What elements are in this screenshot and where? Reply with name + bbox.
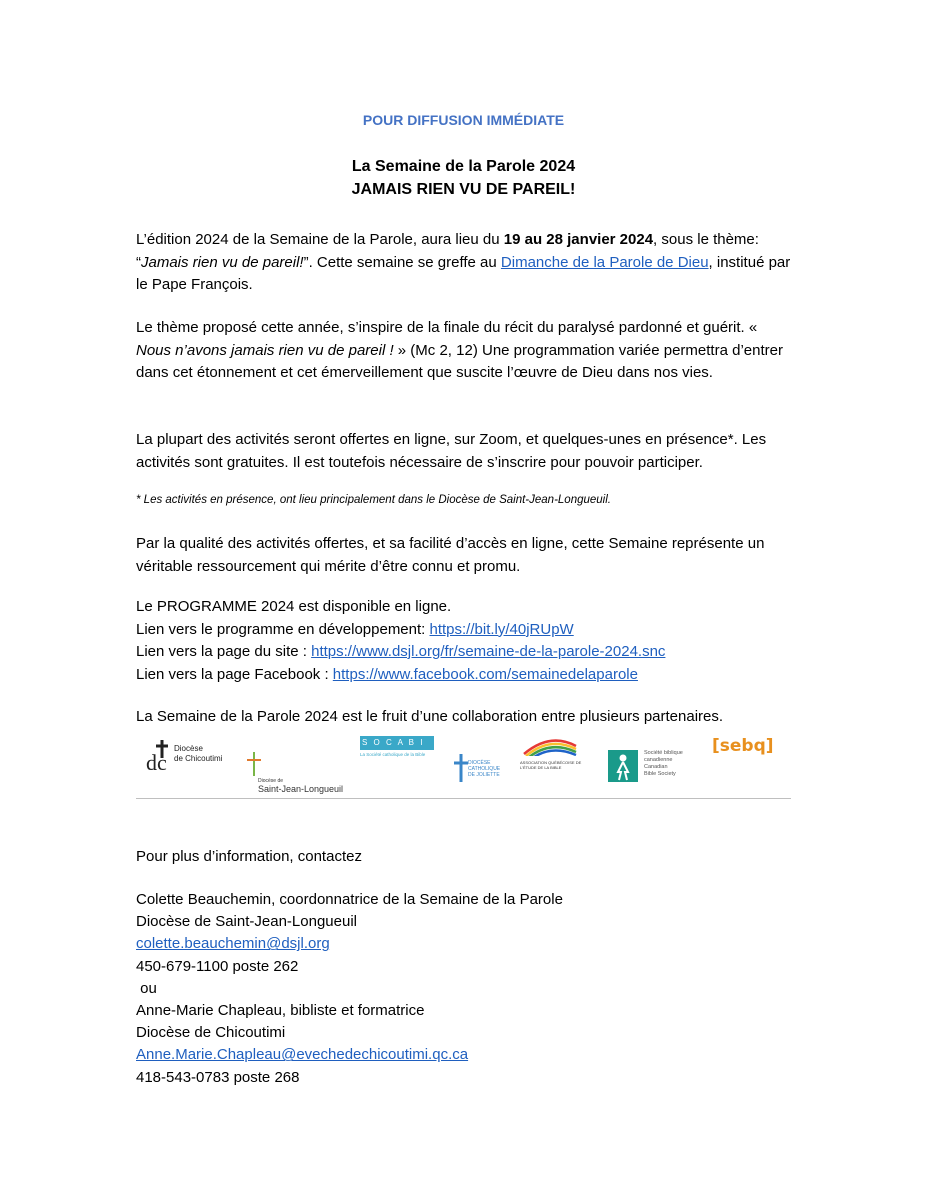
facebook-link[interactable]: https://www.facebook.com/semainedelaparole: [332, 665, 638, 683]
release-kicker: POUR DIFFUSION IMMÉDIATE: [362, 112, 565, 128]
logo-canadian-bible-society: Société biblique canadienne Canadian Bible Society: [608, 750, 698, 786]
joliette-cross-icon: [454, 754, 468, 782]
program-block: [136, 596, 796, 686]
quality-paragraph: Par la qualité des activités offertes, et sa facilité d’accès en ligne, cette Semaine représente un véritable ressourcement qui mérite d’être connu et promu.: [136, 535, 765, 575]
contact2-phone: 418-543-0783 poste 268: [136, 1068, 300, 1086]
contact2-name: Anne-Marie Chapleau, bibliste et formatrice: [136, 1002, 425, 1020]
contact-intro: Pour plus d’information, contactez: [136, 848, 362, 865]
dimanche-parole-link[interactable]: Dimanche de la Parole de Dieu: [500, 253, 709, 271]
event-theme-title: JAMAIS RIEN VU DE PAREIL!: [351, 181, 576, 198]
logo-socabi: S O C A B I La Société catholique de la Bible: [360, 736, 440, 766]
program-link[interactable]: https://bit.ly/40jRUpW: [429, 620, 574, 638]
partner-logos: [136, 730, 791, 796]
logo-diocese-chicoutimi: dc Diocèse de Chicoutimi: [144, 738, 244, 774]
footnote: * Les activités en présence, ont lieu principalement dans le Diocèse de Saint-Jean-Longueuil.: [136, 494, 611, 506]
logo-aqebs: ASSOCIATION QUÉBÉCOISE DE L'ÉTUDE DE LA BIBLE: [520, 734, 582, 774]
contact-block: [136, 889, 563, 1089]
contact1-phone: 450-679-1100 poste 262: [136, 957, 299, 975]
intro-paragraph: L’édition 2024 de la Semaine de la Parole, aura lieu du 19 au 28 janvier 2024, sous le thème: “Jamais rien vu de pareil!”. Cette semaine se greffe au Dimanche de la Parole de Dieu, institué par le Pape François.: [136, 231, 791, 293]
event-dates: 19 au 28 janvier 2024: [503, 231, 654, 248]
logo-sebq: [sebq]: [712, 736, 774, 756]
facebook-link-line: Lien vers la page Facebook : https://www.facebook.com/semainedelaparole: [136, 665, 638, 683]
event-title: La Semaine de la Parole 2024: [351, 158, 576, 175]
contact1-email-link[interactable]: colette.beauchemin@dsjl.org: [136, 935, 330, 953]
contact2-org: Diocèse de Chicoutimi: [136, 1024, 286, 1042]
theme-quote: Nous n’avons jamais rien vu de pareil !: [136, 341, 398, 359]
contact1-name: Colette Beauchemin, coordonnatrice de la Semaine de la Parole: [136, 891, 563, 908]
site-link[interactable]: https://www.dsjl.org/fr/semaine-de-la-parole-2024.snc: [311, 643, 666, 660]
activities-paragraph: La plupart des activités seront offertes en ligne, sur Zoom, et quelques-unes en présence*. Les activités sont gratuites. Il est toutefois nécessaire de s’inscrire pour pouvoir participer.: [136, 431, 767, 471]
theme-paragraph: Le thème proposé cette année, s’inspire de la finale du récit du paralysé pardonné et guérit. « Nous n’avons jamais rien vu de pareil ! » (Mc 2, 12) Une programmation variée permettra d’entrer dans cet étonnement et cet émerveillement que suscite l’œuvre de Dieu dans nos vies.: [136, 319, 783, 381]
theme-text: Jamais rien vu de pareil!: [141, 253, 304, 271]
section-divider: [136, 798, 791, 799]
logo-diocese-joliette: DIOCÈSE CATHOLIQUE DE JOLIETTE: [454, 754, 504, 794]
contact-or: ou: [136, 979, 157, 997]
partners-paragraph: La Semaine de la Parole 2024 est le fruit d’une collaboration entre plusieurs partenaires.: [136, 708, 724, 725]
sjl-cross-icon: [244, 752, 264, 776]
bible-society-icon: [608, 750, 638, 782]
contact2-email-link[interactable]: Anne.Marie.Chapleau@evechedechicoutimi.qc.ca: [136, 1046, 469, 1064]
logo-diocese-sjl: Diocèse de Saint-Jean-Longueuil: [244, 752, 344, 792]
site-link-line: Lien vers la page du site : https://www.dsjl.org/fr/semaine-de-la-parole-2024.snc: [136, 643, 666, 660]
rainbow-icon: [520, 734, 580, 756]
program-availability: Le PROGRAMME 2024 est disponible en ligne.: [136, 598, 452, 615]
contact1-org: Diocèse de Saint-Jean-Longueuil: [136, 913, 357, 931]
svg-text:dc: dc: [146, 750, 167, 772]
program-link-line: Lien vers le programme en développement: https://bit.ly/40jRUpW: [136, 620, 574, 638]
